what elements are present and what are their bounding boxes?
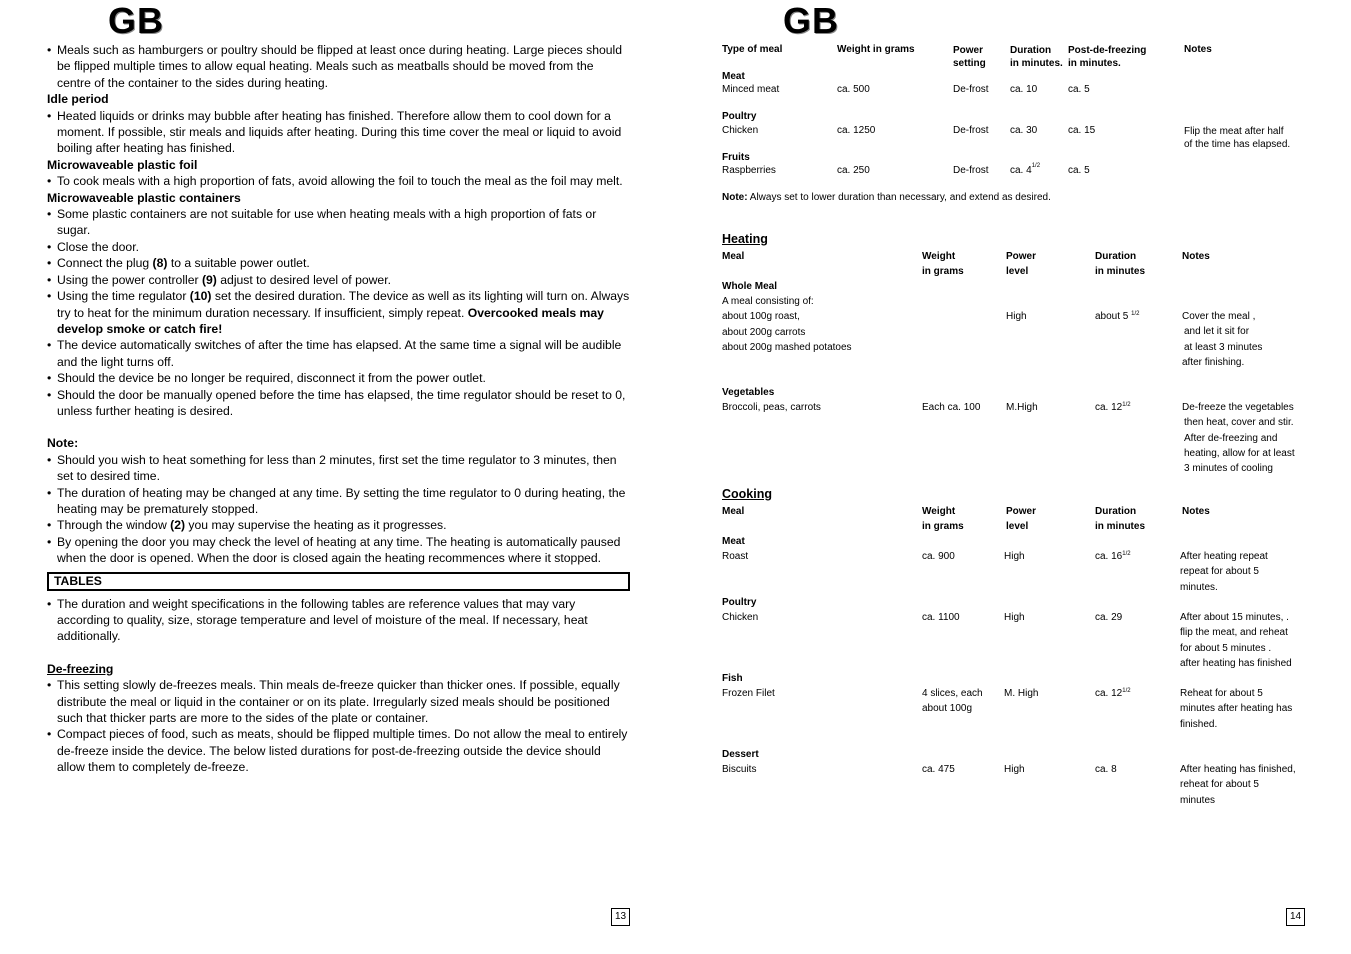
notes-cell: Cover the meal , and let it sit for at least 3 minutes after finishing. bbox=[1182, 311, 1263, 368]
column-header: Meal bbox=[722, 506, 745, 517]
duration-cell: about 5 $^{1/2}$ bbox=[1095, 311, 1140, 322]
heating-title: Heating bbox=[722, 232, 768, 246]
column-header: Power level bbox=[1006, 251, 1037, 278]
defrost-table bbox=[722, 44, 1332, 209]
page-number-right: 14 bbox=[1286, 908, 1305, 926]
note-item: • Through the window (2) you may supervise the heating as it progresses. bbox=[47, 517, 630, 533]
table-row: Poultry Chicken ca. 1100 High ca. 29 After about 15 minutes, . flip the meat, and reheat for about 5 minutes . after heating has finished bbox=[722, 597, 1292, 669]
note-item: • By opening the door you may check the level of heating at any time. The heating is automatically paused when the door is opened. When the door is closed again the heating recommences where it stopped. bbox=[47, 534, 630, 567]
defrost-note: Note: Always set to lower duration than necessary, and extend as desired. bbox=[722, 192, 1051, 203]
table-row: Dessert Biscuits ca. 475 High ca. 8 After heating has finished, reheat for about 5 minutes bbox=[722, 749, 1296, 806]
column-header: Notes bbox=[1182, 506, 1210, 517]
column-header: Weight in grams bbox=[922, 506, 964, 533]
table-row: Fish Frozen Filet 4 slices, each about 100g M. High ca. $12^{1/2}$ Reheat for about 5 minutes after heating has finished. bbox=[722, 673, 1293, 730]
column-header: Duration in minutes bbox=[1095, 251, 1146, 278]
plastic-foil-text: • To cook meals with a high proportion of fats, avoid allowing the foil to touch the meal as the foil may melt. bbox=[47, 173, 630, 189]
idle-period-text: • Heated liquids or drinks may bubble after heating has finished. Therefore allow them to cool down for a moment. If possible, stir meals and liquids after heating. During this time cover the meal or liquid to avoid boiling after heating has finished. bbox=[47, 108, 630, 157]
defreezing-text: • Compact pieces of food, such as meats, should be flipped multiple times. Do not allow the meal to entirely de-freeze inside the device. The below listed durations for post-de-freezing outside the device should allow them to completely de-freeze. bbox=[47, 726, 630, 775]
page-number-left: 13 bbox=[611, 908, 630, 926]
page-header-left: GB bbox=[108, 0, 164, 41]
power-controller-step: • Using the power controller (9) adjust to desired level of power. bbox=[47, 272, 630, 288]
column-header: Duration in minutes bbox=[1095, 506, 1146, 533]
column-header: Weight in grams bbox=[837, 44, 915, 55]
weight-cell: Each ca. 100 bbox=[922, 402, 981, 413]
note-item: • Should you wish to heat something for less than 2 minutes, first set the time regulator to 3 minutes, then set to desired time. bbox=[47, 452, 630, 485]
auto-switch-off-text: • The device automatically switches of after the time has elapsed. At the same time a signal will be audible and the light turns off. bbox=[47, 337, 630, 370]
whole-meal-description: A meal consisting of: about 100g roast, about 200g carrots about 200g mashed potatoes bbox=[722, 296, 852, 353]
table-row: Meat Roast ca. 900 High ca. $16^{1/2}$ After heating repeat repeat for about 5 minutes. bbox=[722, 536, 1268, 593]
note-heading: Note: bbox=[47, 436, 79, 451]
power-cell: High bbox=[1006, 311, 1027, 322]
table-row: Poultry Chicken ca. 1250 De-frost ca. 30 ca. 15 Flip the meat after half of the time has elapsed. bbox=[722, 111, 1291, 150]
note-item: • The duration of heating may be changed at any time. By setting the time regulator to 0 during heating, the heating may be prematurely stopped. bbox=[47, 485, 630, 518]
column-header: Type of meal bbox=[722, 44, 783, 55]
column-header: Duration in minutes. bbox=[1010, 45, 1063, 69]
table-row: Meat Minced meat ca. 500 De-frost ca. 10 ca. 5 bbox=[722, 71, 1090, 95]
defreezing-heading: De-freezing bbox=[47, 661, 114, 676]
category-label: Vegetables bbox=[722, 387, 775, 398]
left-page-body bbox=[47, 42, 630, 776]
plastic-containers-text: • Some plastic containers are not suitable for use when heating meals with a high proportion of fats or sugar. bbox=[47, 206, 630, 239]
column-header: Weight in grams bbox=[922, 251, 964, 278]
cooking-table bbox=[722, 487, 1332, 812]
plastic-containers-heading: Microwaveable plastic containers bbox=[47, 190, 241, 205]
connect-plug-step: • Connect the plug (8) to a suitable power outlet. bbox=[47, 255, 630, 271]
category-label: Whole Meal bbox=[722, 281, 778, 292]
duration-cell: ca. $12^{1/2}$ bbox=[1095, 402, 1131, 413]
flip-meals-paragraph: • Meals such as hamburgers or poultry should be flipped at least once during heating. Large pieces should be flipped multiple times to allow equal heating. Meals such as meatballs should be moved from the centre of the container to the sides during heating. bbox=[47, 42, 630, 91]
heating-table bbox=[722, 232, 1332, 477]
table-row: Fruits Raspberries ca. 250 De-frost ca. $4^{1/2}$ ca. 5 bbox=[722, 152, 1090, 176]
column-header: Notes bbox=[1182, 251, 1210, 262]
close-door-step: • Close the door. bbox=[47, 239, 630, 255]
plastic-foil-heading: Microwaveable plastic foil bbox=[47, 157, 198, 172]
column-header: Notes bbox=[1184, 44, 1212, 55]
defreezing-text: • This setting slowly de-freezes meals. Thin meals de-freeze quicker than thicker ones. If possible, equally distribute the meal or liquid in the container or on its plate. Irregularly sized meals should be positioned such that thicker parts are more to the sides of the plate or container. bbox=[47, 677, 630, 726]
power-cell: M.High bbox=[1006, 402, 1038, 413]
disconnect-text: • Should the device be no longer be required, disconnect it from the power outlet. bbox=[47, 370, 630, 386]
notes-cell: De-freeze the vegetables then heat, cover and stir. After de-freezing and heating, allow for at least 3 minutes of cooling bbox=[1182, 402, 1295, 475]
tables-title-box: TABLES bbox=[47, 572, 630, 591]
item-cell: Broccoli, peas, carrots bbox=[722, 402, 821, 413]
cooking-title: Cooking bbox=[722, 487, 772, 501]
column-header: Meal bbox=[722, 251, 745, 262]
time-regulator-step: • Using the time regulator (10) set the desired duration. The device as well as its lighting will turn on. Always try to heat for the minimum duration necessary. If insufficient, simply repeat. Overcooked meals may develop smoke or catch fire! bbox=[47, 288, 630, 337]
column-header: Power level bbox=[1006, 506, 1037, 533]
page-header-right: GB bbox=[783, 0, 839, 41]
idle-period-heading: Idle period bbox=[47, 92, 109, 107]
door-open-text: • Should the door be manually opened before the time has elapsed, the time regulator should be reset to 0, unless further heating is desired. bbox=[47, 387, 630, 420]
column-header: Power setting bbox=[953, 45, 986, 69]
column-header: Post-de-freezing in minutes. bbox=[1068, 45, 1147, 69]
tables-intro-text: • The duration and weight specifications in the following tables are reference values that may vary according to quality, size, storage temperature and level of moisture of the meal. If necessary, heat additionally. bbox=[47, 596, 630, 645]
